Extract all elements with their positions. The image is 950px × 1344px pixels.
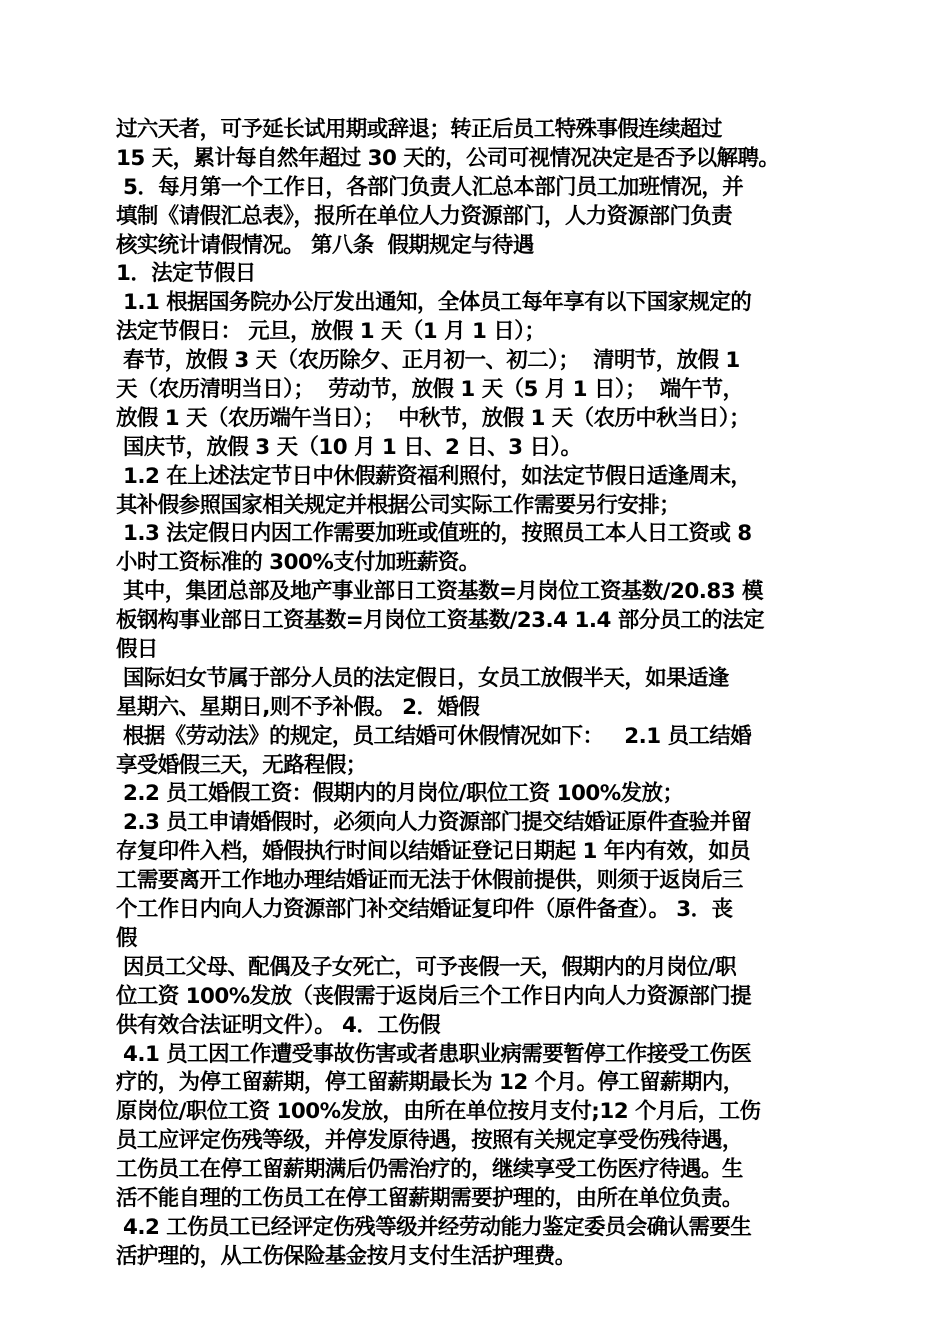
text-line: 国庆节，放假 3 天（10 月 1 日、2 日、3 日）。 (116, 434, 582, 460)
text-line: 4.1 员工因工作遭受事故伤害或者患职业病需要暂停工作接受工伤医 (116, 1041, 752, 1067)
text-line: 天（农历清明当日）； 劳动节，放假 1 天（5 月 1 日）； 端午节， (116, 377, 744, 403)
text-line: 根据《劳动法》的规定，员工结婚可休假情况如下： 2.1 员工结婚 (116, 723, 752, 749)
text-line: 4.2 工伤员工已经评定伤残等级并经劳动能力鉴定委员会确认需要生 (116, 1214, 752, 1240)
text-line: 其补假参照国家相关规定并根据公司实际工作需要另行安排； (116, 492, 681, 518)
text-line: 放假 1 天（农历端午当日）； 中秋节，放假 1 天（农历中秋当日）； (116, 405, 750, 431)
text-line: 假日 (116, 637, 158, 663)
text-line: 个工作日内向人力资源部门补交结婚证复印件（原件备查）。 3．丧 (116, 897, 733, 923)
text-line: 供有效合法证明文件）。 4．工伤假 (116, 1012, 440, 1038)
text-line: 员工应评定伤残等级，并停发原待遇，按照有关规定享受伤残待遇， (116, 1128, 743, 1154)
text-line: 2.2 员工婚假工资：假期内的月岗位/职位工资 100%发放； (116, 781, 684, 807)
text-line: 活护理的，从工伤保险基金按月支付生活护理费。 (116, 1243, 576, 1269)
text-line: 原岗位/职位工资 100%发放，由所在单位按月支付;12 个月后，工伤 (116, 1099, 761, 1125)
text-line: 疗的，为停工留薪期，停工留薪期最长为 12 个月。停工留薪期内， (116, 1070, 744, 1096)
text-line: 春节，放假 3 天（农历除夕、正月初一、初二）； 清明节，放假 1 (116, 348, 740, 374)
text-line: 15 天，累计每自然年超过 30 天的，公司可视情况决定是否予以解聘。 (116, 145, 780, 171)
text-line: 过六天者，可予延长试用期或辞退；转正后员工特殊事假连续超过 (116, 117, 722, 142)
text-line: 星期六、星期日,则不予补假。 2．婚假 (116, 694, 480, 720)
text-line: 填制《请假汇总表》，报所在单位人力资源部门，人力资源部门负责 (116, 203, 733, 229)
text-line: 享受婚假三天，无路程假； (116, 752, 367, 778)
text-line: 因员工父母、配偶及子女死亡，可予丧假一天，假期内的月岗位/职 (116, 954, 737, 980)
text-line: 核实统计请假情况。 第八条 假期规定与待遇 (116, 232, 534, 258)
text-line: 板钢构事业部日工资基数=月岗位工资基数/23.4 1.4 部分员工的法定 (116, 608, 765, 634)
text-line: 位工资 100%发放（丧假需于返岗后三个工作日内向人力资源部门提 (116, 983, 752, 1009)
text-line: 假 (116, 925, 137, 951)
text-line: 法定节假日： 元旦，放假 1 天（1 月 1 日）； (116, 319, 546, 345)
section-heading: 1．法定节假日 (116, 261, 256, 287)
text-line: 5．每月第一个工作日，各部门负责人汇总本部门员工加班情况，并 (116, 174, 744, 200)
text-line: 其中，集团总部及地产事业部日工资基数=月岗位工资基数/20.83 模 (116, 579, 763, 605)
text-line: 小时工资标准的 300%支付加班薪资。 (116, 550, 480, 576)
text-line: 存复印件入档，婚假执行时间以结婚证登记日期起 1 年内有效，如员 (116, 839, 751, 865)
text-line: 工伤员工在停工留薪期满后仍需治疗的，继续享受工伤医疗待遇。生 (116, 1157, 743, 1183)
text-line: 工需要离开工作地办理结婚证而无法于休假前提供，则须于返岗后三 (116, 868, 743, 894)
text-line: 1.3 法定假日内因工作需要加班或值班的，按照员工本人日工资或 8 (116, 521, 752, 547)
text-line: 1.2 在上述法定节日中休假薪资福利照付，如法定节假日适逢周末， (116, 463, 752, 489)
text-line: 2.3 员工申请婚假时，必须向人力资源部门提交结婚证原件查验并留 (116, 810, 752, 836)
document-body (116, 116, 840, 1272)
text-line: 1.1 根据国务院办公厅发出通知，全体员工每年享有以下国家规定的 (116, 290, 752, 316)
text-line: 活不能自理的工伤员工在停工留薪期需要护理的，由所在单位负责。 (116, 1185, 743, 1211)
text-line: 国际妇女节属于部分人员的法定假日，女员工放假半天，如果适逢 (116, 665, 729, 691)
